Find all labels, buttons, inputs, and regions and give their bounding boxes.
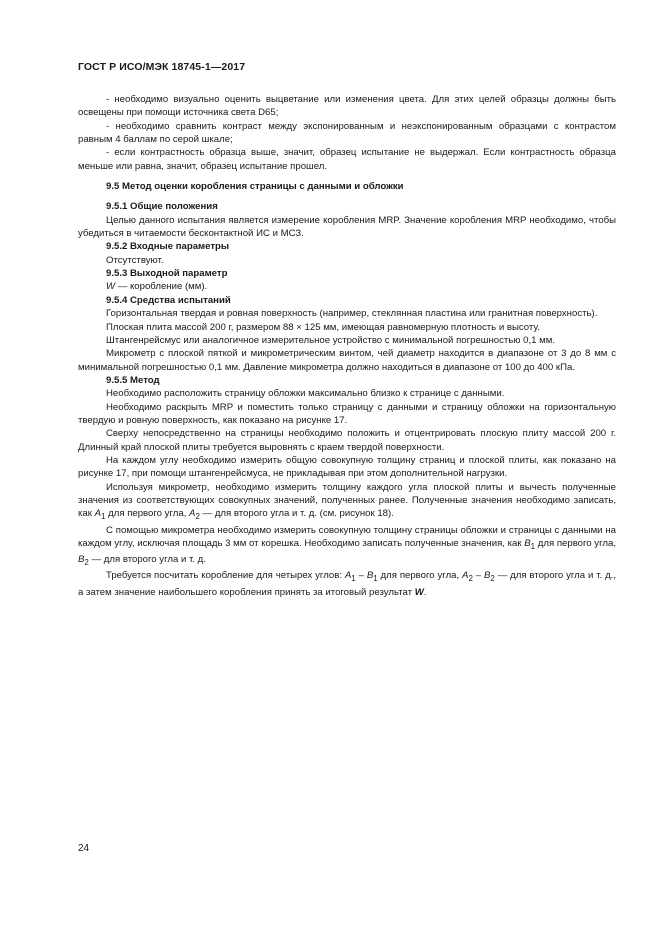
- body-paragraph: - необходимо визуально оценить выцветание или изменения цвета. Для этих целей образцы должны быть освещены при помощи источника света D65;: [78, 94, 616, 119]
- body-paragraph: Микрометр с плоской пяткой и микрометрическим винтом, чей диаметр находится в диапазоне от 3 до 8 мм с минимальной погрешностью 0,1 мм. Давление микрометра должно находиться в диапазоне от 100 до 400 кПа.: [78, 348, 616, 373]
- body-paragraph: С помощью микрометра необходимо измерить совокупную толщину страницы обложки и страницы с данными на каждом углу, исключая площадь 3 мм от корешка. Необходимо записать полученные значения, как $B_1$ для первого угла, $B_2$ — для второго угла и т. д.: [78, 524, 616, 568]
- section-heading: 9.5.3 Выходной параметр: [106, 268, 228, 280]
- body-paragraph: Используя микрометр, необходимо измерить толщину каждого угла плоской плиты и вычесть полученные значения из соответствующих совокупных значений, полученных ранее. Полученные значения необходимо записать, как $A_1$ для первого угла, $A_2$ — для второго угла и т. д. (см. рисунок 18).: [78, 481, 616, 522]
- body-paragraph: - необходимо сравнить контраст между экспонированным и неэкспонированным образцами с контрастом равным 4 баллам по серой шкале;: [78, 120, 616, 146]
- body-paragraph: Сверху непосредственно на страницы необходимо положить и отцентрировать плоскую плиту массой 200 г. Длинный край плоской плиты требуется выровнять с краем твердой поверхности.: [78, 428, 616, 453]
- section-heading: 9.5.5 Метод: [106, 374, 160, 386]
- page-number: 24: [78, 843, 90, 854]
- body-paragraph: W — коробление (мм).: [106, 281, 208, 293]
- body-paragraph: Требуется посчитать коробление для четырех углов: $A_1 - B_1$ для первого угла, $A_2 - B_2$ — для второго угла и т. д., а затем значение наибольшего коробления принять за итоговый результат W.: [78, 570, 617, 598]
- document-header: ГОСТ Р ИСО/МЭК 18745-1—2017: [78, 61, 246, 73]
- document-body: [78, 93, 616, 599]
- section-heading: 9.5 Метод оценки коробления страницы с данными и обложки: [106, 181, 404, 193]
- section-heading: 9.5.1 Общие положения: [106, 201, 218, 213]
- body-paragraph: Штангенрейсмус или аналогичное измерительное устройство с минимальной погрешностью 0,1 мм.: [106, 334, 556, 346]
- body-paragraph: Горизонтальная твердая и ровная поверхность (например, стеклянная пластина или гранитная поверхность).: [106, 308, 598, 320]
- body-paragraph: Необходимо раскрыть MRP и поместить только страницу с данными и страницу обложки на горизонтальную твердую и ровную поверхность, как показано на рисунке 17.: [78, 401, 616, 426]
- body-paragraph: Необходимо расположить страницу обложки максимально близко к странице с данными.: [106, 388, 505, 400]
- body-paragraph: Целью данного испытания является измерение коробления MRP. Значение коробления MRP необходимо, чтобы убедиться в читаемости бесконтактной ИС и МСЗ.: [78, 214, 616, 240]
- body-paragraph: Плоская плита массой 200 г, размером 88 × 125 мм, имеющая равномерную плотность и высоту.: [106, 321, 540, 333]
- body-paragraph: На каждом углу необходимо измерить общую совокупную толщину страниц и плоской плиты, как показано на рисунке 17, при помощи штангенрейсмуса, не прикладывая при этом дополнительной нагрузки.: [78, 454, 616, 480]
- body-paragraph: - если контрастность образца выше, значит, образец испытание не выдержал. Если контрастность образца меньше или равна, значит, образец испытание прошел.: [78, 147, 616, 172]
- section-heading: 9.5.2 Входные параметры: [106, 241, 230, 253]
- section-heading: 9.5.4 Средства испытаний: [106, 294, 231, 306]
- body-paragraph: Отсутствуют.: [106, 254, 164, 266]
